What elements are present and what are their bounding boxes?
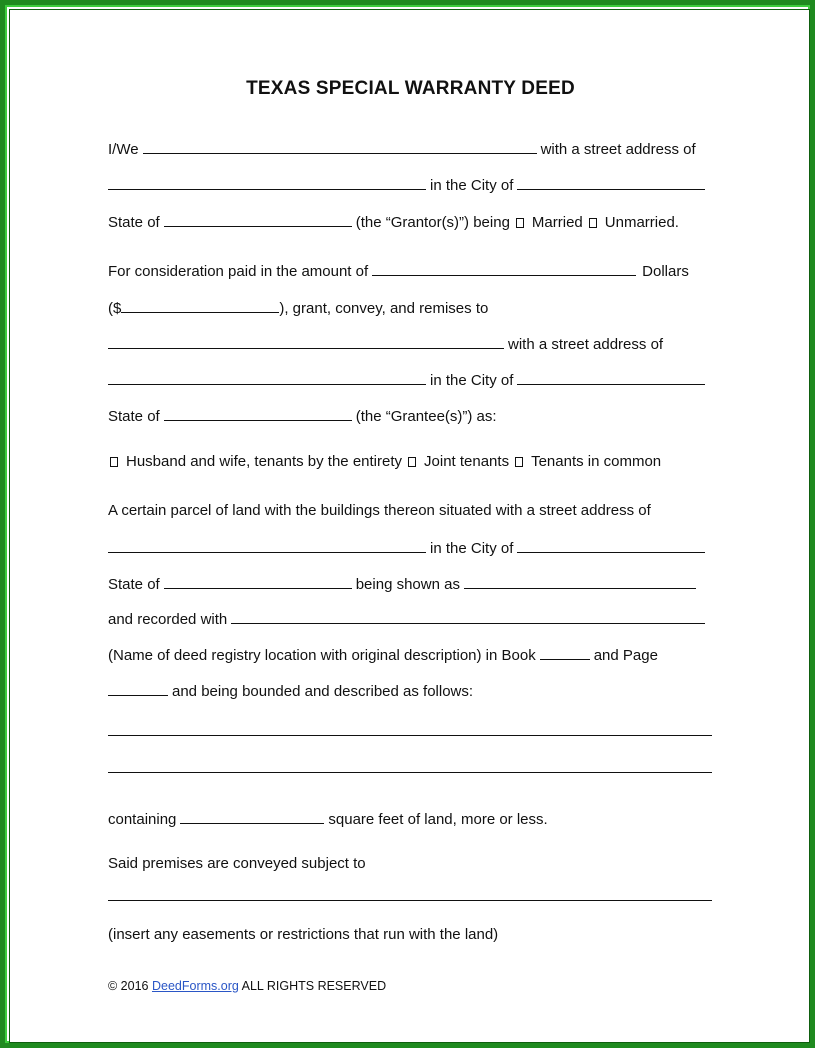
square-feet-line [108, 807, 718, 829]
easements-note-line [108, 924, 718, 946]
amount-line [108, 296, 718, 318]
unmarried-label: Unmarried. [604, 214, 679, 231]
shown-as-label: being shown as [355, 576, 460, 593]
grantee-city-field[interactable] [517, 368, 705, 385]
grantee-address-line [108, 368, 718, 390]
grantee-street-label: with a street address of [508, 336, 664, 353]
joint-tenants-label: Joint tenants [424, 453, 510, 470]
containing-label: containing [108, 811, 177, 828]
grant-convey-label: ), grant, convey, and remises to [279, 300, 489, 317]
dollar-open-label: ($ [108, 300, 122, 317]
parcel-city-label: in the City of [430, 540, 514, 557]
square-feet-field[interactable] [180, 807, 324, 824]
iwe-label: I/We [108, 141, 139, 158]
copyright-text: © 2016 [108, 979, 149, 993]
conveyed-subject-label: Said premises are conveyed subject to [108, 855, 366, 872]
description-line-2[interactable] [108, 772, 712, 773]
bounded-line [108, 679, 718, 701]
grantee-name-line [108, 332, 718, 354]
book-page-line [108, 643, 718, 665]
grantor-name-field[interactable] [143, 137, 537, 154]
grantor-state-field[interactable] [164, 210, 352, 227]
married-checkbox[interactable] [516, 218, 524, 228]
description-line-1[interactable] [108, 735, 712, 736]
grantee-state-field[interactable] [164, 404, 352, 421]
book-field[interactable] [540, 643, 590, 660]
consideration-line [108, 259, 718, 281]
parcel-city-field[interactable] [517, 536, 705, 553]
tenancy-options-line [108, 451, 718, 473]
consideration-label: For consideration paid in the amount of [108, 263, 369, 280]
document-page [9, 9, 810, 1043]
grantor-name-line [108, 137, 718, 159]
state-label: State of [108, 214, 160, 231]
parcel-address-field[interactable] [108, 536, 426, 553]
page-border-inner [5, 5, 810, 1043]
grantee-state-label: State of [108, 408, 160, 425]
recorded-with-label: and recorded with [108, 611, 228, 628]
easements-field[interactable] [108, 900, 712, 901]
grantor-city-field[interactable] [517, 173, 705, 190]
grantee-state-line [108, 404, 718, 426]
parcel-state-line [108, 572, 718, 594]
parcel-state-label: State of [108, 576, 160, 593]
easements-note: (insert any easements or restrictions that run with the land) [108, 926, 499, 943]
unmarried-checkbox[interactable] [589, 218, 597, 228]
grantor-address-field[interactable] [108, 173, 426, 190]
married-label: Married [531, 214, 583, 231]
parcel-state-field[interactable] [164, 572, 352, 589]
tenants-common-label: Tenants in common [531, 453, 662, 470]
copyright-footer [108, 977, 386, 995]
husband-wife-checkbox[interactable] [110, 457, 118, 467]
conveyed-subject-line [108, 853, 718, 875]
grantee-address-field[interactable] [108, 368, 426, 385]
parcel-address-line [108, 536, 718, 558]
page-label: and Page [593, 647, 658, 664]
recorded-with-field[interactable] [231, 607, 705, 624]
shown-as-field[interactable] [464, 572, 696, 589]
deedforms-link[interactable]: DeedForms.org [151, 979, 239, 993]
rights-text: ALL RIGHTS RESERVED [241, 979, 387, 993]
grantor-address-line [108, 173, 718, 195]
joint-tenants-checkbox[interactable] [408, 457, 416, 467]
grantor-state-line [108, 210, 718, 232]
consideration-words-field[interactable] [372, 259, 636, 276]
bounded-label: and being bounded and described as follows: [172, 683, 474, 700]
tenants-common-checkbox[interactable] [515, 457, 523, 467]
amount-field[interactable] [121, 296, 279, 313]
grantor-label: (the “Grantor(s)”) being [355, 214, 510, 231]
dollars-label: Dollars [642, 263, 689, 280]
street-address-label: with a street address of [540, 141, 696, 158]
registry-label: (Name of deed registry location with original description) in Book [108, 647, 536, 664]
document-title: TEXAS SPECIAL WARRANTY DEED [246, 78, 575, 99]
grantee-name-field[interactable] [108, 332, 504, 349]
parcel-label: A certain parcel of land with the buildings thereon situated with a street address of [108, 502, 651, 519]
parcel-line [108, 500, 718, 522]
page-field[interactable] [108, 679, 168, 696]
recorded-with-line [108, 607, 718, 629]
grantee-label: (the “Grantee(s)”) as: [355, 408, 497, 425]
husband-wife-label: Husband and wife, tenants by the entirety [126, 453, 403, 470]
grantee-city-label: in the City of [430, 372, 514, 389]
city-label: in the City of [430, 177, 514, 194]
square-feet-label: square feet of land, more or less. [328, 811, 548, 828]
